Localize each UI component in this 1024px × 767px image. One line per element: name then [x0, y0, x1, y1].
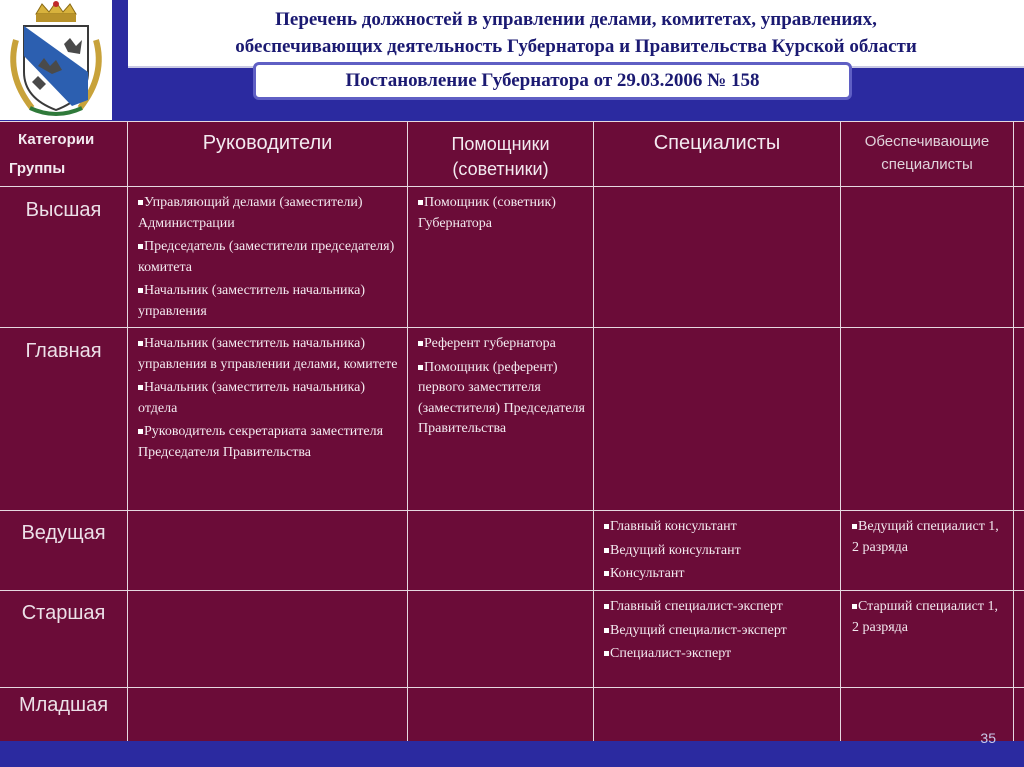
list-item: Председатель (заместители председателя) комитета [138, 237, 400, 278]
cell-list [852, 517, 1007, 558]
list-item: Управляющий делами (заместители) Администрации [138, 193, 400, 234]
list-item: Помощник (референт) первого заместителя (заместителя) Председателя Правительства [418, 358, 588, 440]
group-label-junior: Младшая [18, 694, 109, 716]
column-header-specialists: Специалисты [653, 132, 781, 154]
page-number: 35 [980, 730, 996, 746]
list-item: Старший специалист 1, 2 разряда [852, 597, 1007, 638]
cell-list [138, 334, 400, 463]
coat-of-arms [0, 0, 112, 120]
list-item: Начальник (заместитель начальника) отдела [138, 378, 400, 419]
column-header-support: Обеспечивающие специалисты [864, 133, 990, 173]
decree-subtitle: Постановление Губернатора от 29.03.2006 № 158 [253, 62, 852, 100]
title-line-2: обеспечивающих деятельность Губернатора и Правительства Курской области [235, 36, 917, 57]
group-label-leading: Ведущая [21, 522, 106, 544]
cell-list [138, 193, 400, 322]
list-item: Специалист-эксперт [604, 644, 836, 665]
column-header-leaders: Руководители [202, 132, 333, 154]
list-item: Главный консультант [604, 517, 836, 538]
list-item: Помощник (советник) Губернатора [418, 193, 588, 234]
title-line-1: Перечень должностей в управлении делами, комитетах, управлениях, [275, 9, 877, 30]
list-item: Ведущий специалист-эксперт [604, 621, 836, 642]
cell-list [604, 597, 836, 665]
page-title [128, 6, 1024, 60]
group-label-highest: Высшая [25, 199, 102, 221]
list-item: Ведущий консультант [604, 541, 836, 562]
bottom-band [0, 741, 1024, 767]
list-item: Начальник (заместитель начальника) управления [138, 281, 400, 322]
corner-categories: Категории [18, 131, 95, 148]
list-item: Начальник (заместитель начальника) управления в управлении делами, комитете [138, 334, 400, 375]
column-header-assistants: Помощники (советники) [451, 134, 550, 179]
cell-list [852, 597, 1007, 638]
cell-list [418, 334, 588, 440]
list-item: Референт губернатора [418, 334, 588, 355]
kursk-emblem-icon [2, 0, 110, 120]
group-label-senior: Старшая [21, 602, 106, 624]
cell-list [418, 193, 588, 234]
corner-groups: Группы [9, 160, 66, 177]
list-item: Консультант [604, 564, 836, 585]
group-label-main: Главная [25, 340, 102, 362]
list-item: Руководитель секретариата заместителя Председателя Правительства [138, 422, 400, 463]
positions-table [0, 121, 1024, 741]
header-panel [128, 0, 1024, 66]
list-item: Ведущий специалист 1, 2 разряда [852, 517, 1007, 558]
cell-list [604, 517, 836, 585]
list-item: Главный специалист-эксперт [604, 597, 836, 618]
